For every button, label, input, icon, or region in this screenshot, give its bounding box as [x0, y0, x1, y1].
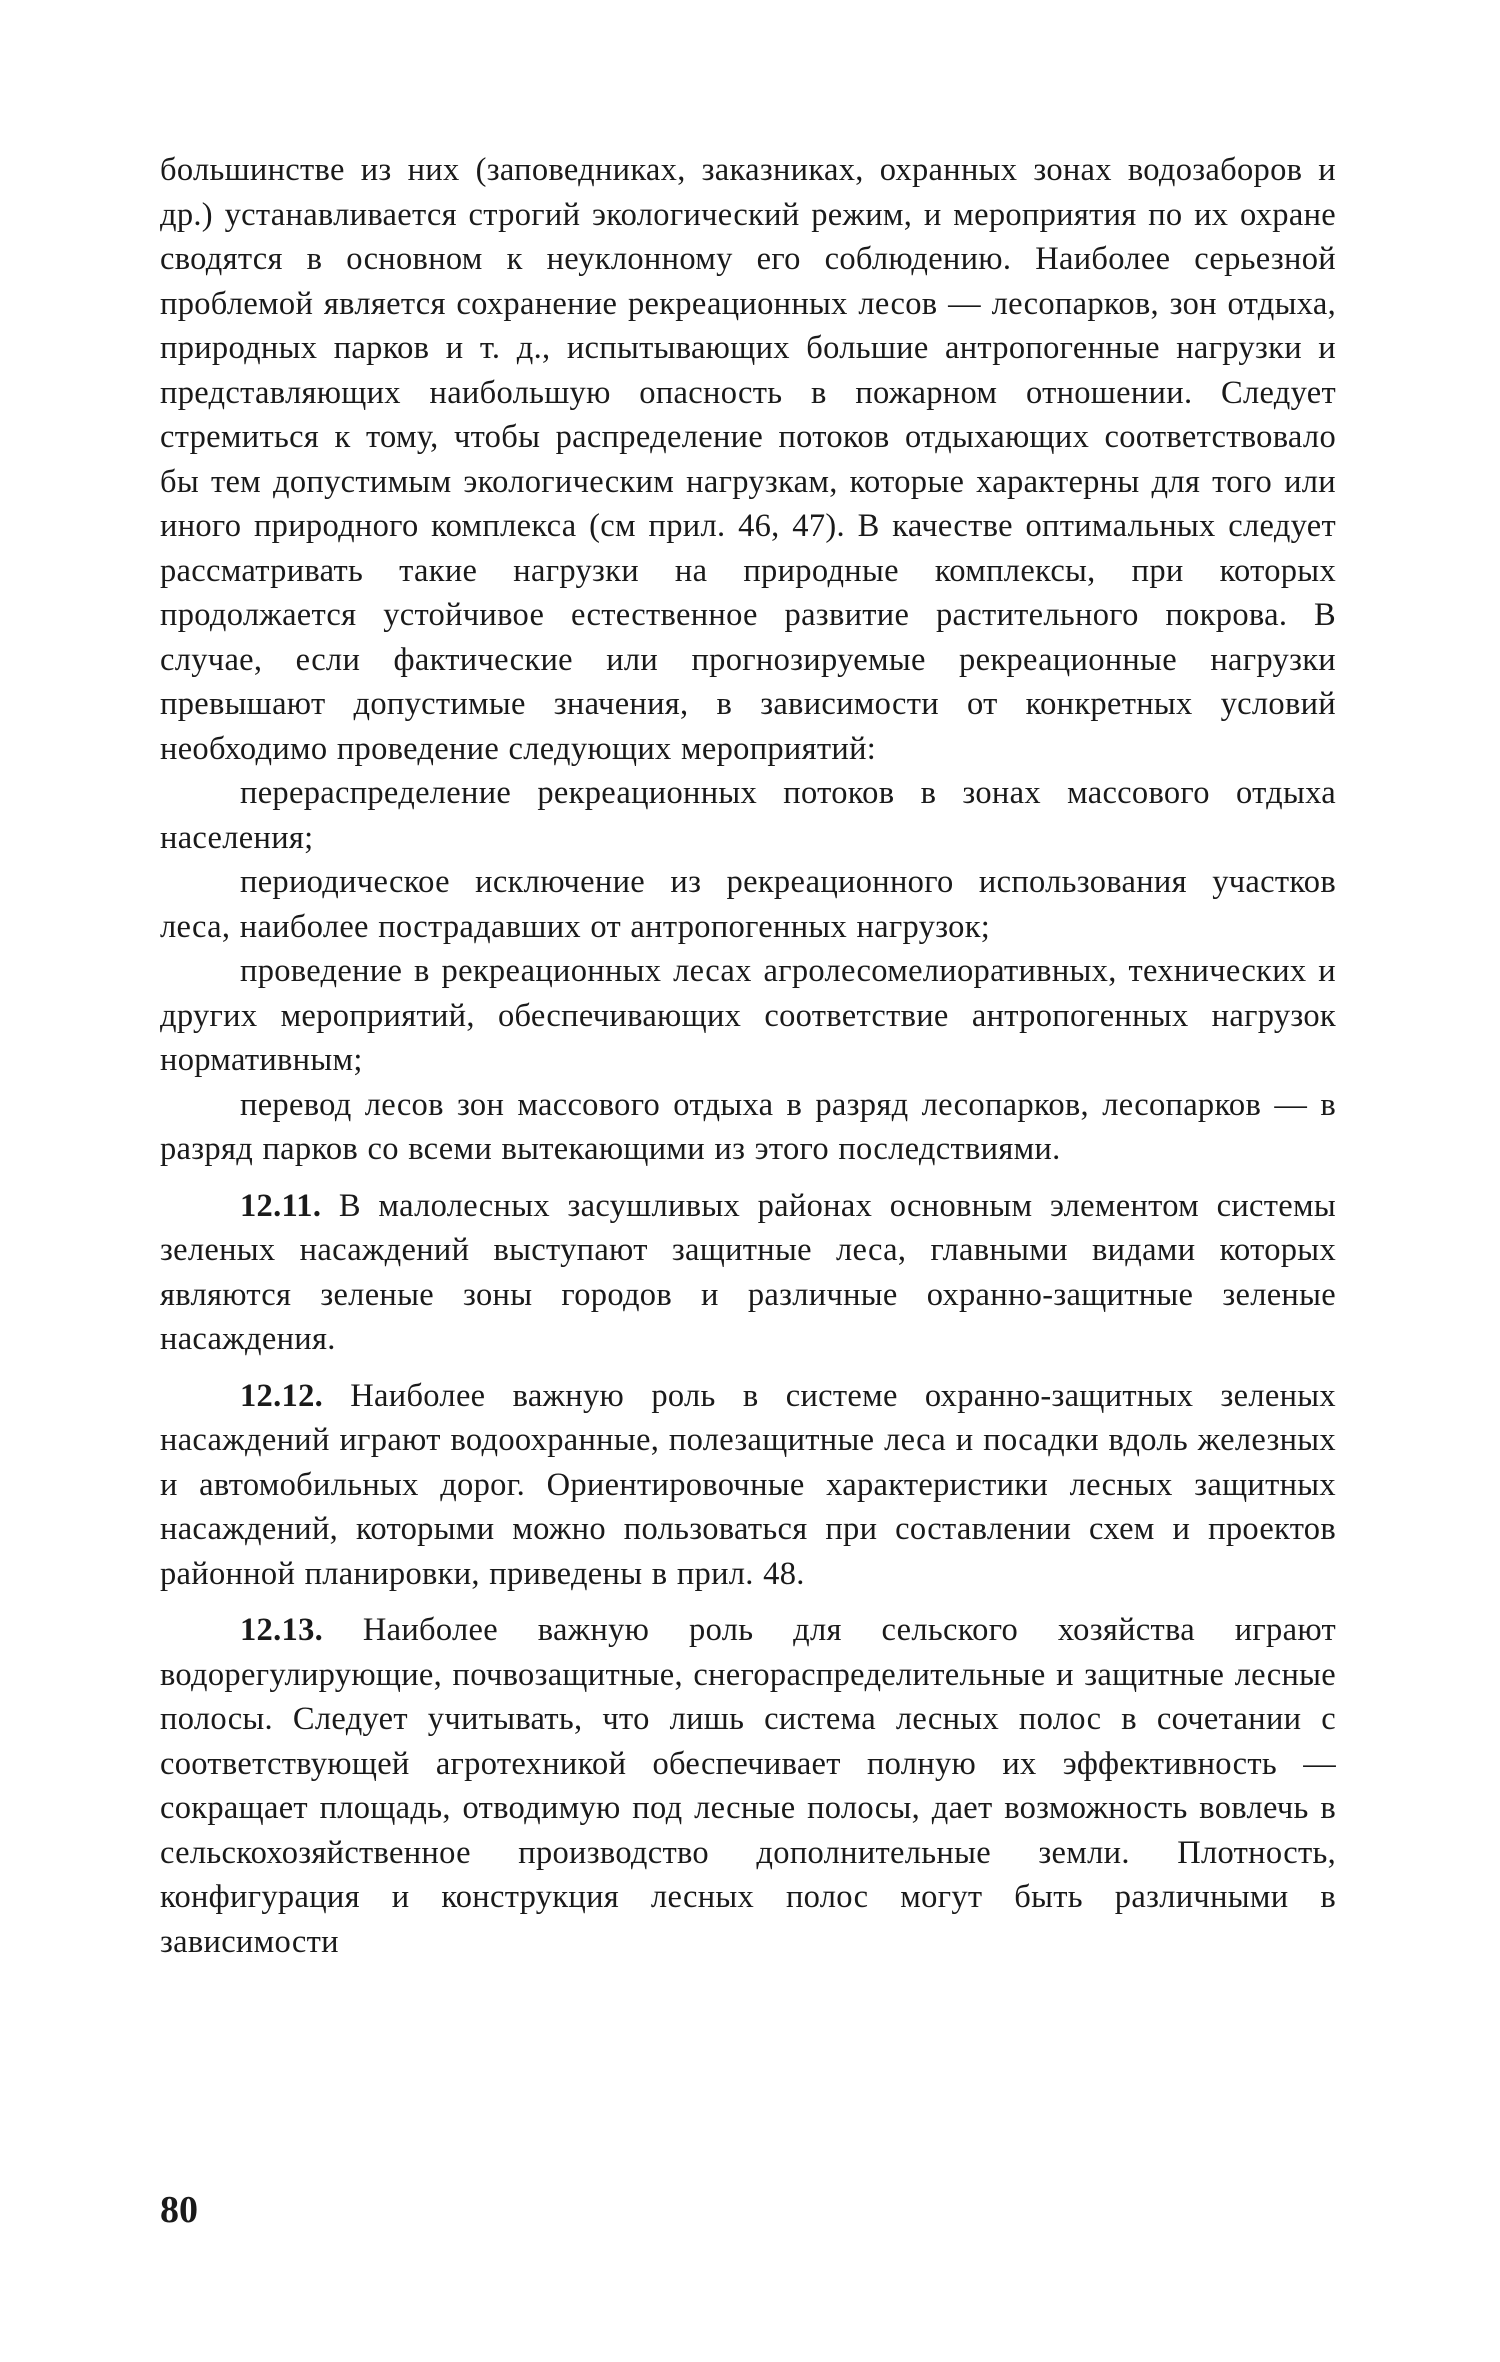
- section-12-13: [160, 1608, 1336, 1964]
- paragraph-continuation: большинстве из них (заповедниках, заказниках, охранных зонах водозаборов и др.) устанавливается строгий экологический режим, и мероприятия по их охране сводятся в основном к неуклонному его соблюдению. Наиболее серьезной проблемой является сохранение рекреационных лесов — лесопарков, зон отдыха, природных парков и т. д., испытывающих большие антропогенные нагрузки и представляющих наибольшую опасность в пожарном отношении. Следует стремиться к тому, чтобы распределение потоков отдыхающих соответствовало бы тем допустимым экологическим нагрузкам, которые характерны для того или иного природного комплекса (см прил. 46, 47). В качестве оптимальных следует рассматривать такие нагрузки на природные комплексы, при которых продолжается устойчивое естественное развитие растительного покрова. В случае, если фактические или прогнозируемые рекреационные нагрузки превышают допустимые значения, в зависимости от конкретных условий необходимо проведение следующих мероприятий:: [160, 152, 1336, 767]
- section-12-12: [160, 1374, 1336, 1597]
- body-text: [160, 148, 1336, 1964]
- list-item-redistribution: перераспределение рекреационных потоков в зонах массового отдыха населения;: [160, 775, 1336, 856]
- section-12-11: [160, 1184, 1336, 1362]
- document-page: [160, 148, 1336, 2288]
- list-item-forest-conversion: перевод лесов зон массового отдыха в разряд лесопарков, лесопарков — в разряд парков со всеми вытекающими из этого последствиями.: [160, 1086, 1336, 1167]
- section-number: 12.13.: [240, 1612, 324, 1648]
- section-text: В малолесных засушливых районах основным элементом системы зеленых насаждений выступают защитные леса, главными видами которых являются зеленые зоны городов и различные охранно-защитные зеленые насаждения.: [160, 1187, 1336, 1357]
- list-item-periodic-exclusion: периодическое исключение из рекреационного использования участков леса, наиболее пострадавших от антропогенных нагрузок;: [160, 864, 1336, 945]
- section-text: Наиболее важную роль для сельского хозяйства играют водорегулирующие, почвозащитные, снегораспределительные и защитные лесные полосы. Следует учитывать, что лишь система лесных полос в сочетании с соответствующей агротехникой обеспечивает полную их эффективность — сокращает площадь, отводимую под лесные полосы, дает возможность вовлечь в сельскохозяйственное производство дополнительные земли. Плотность, конфигурация и конструкция лесных полос могут быть различными в зависимости: [160, 1612, 1336, 1960]
- page-number: 80: [160, 2189, 198, 2231]
- section-number: 12.11.: [240, 1187, 322, 1224]
- section-number: 12.12.: [240, 1377, 324, 1414]
- list-item-agroforestry-measures: проведение в рекреационных лесах агролесомелиоративных, технических и других мероприятий, обеспечивающих соответствие антропогенных нагрузок нормативным;: [160, 953, 1336, 1078]
- section-text: Наиболее важную роль в системе охранно-защитных зеленых насаждений играют водоохранные, полезащитные леса и посадки вдоль железных и автомобильных дорог. Ориентировочные характеристики лесных защитных насаждений, которыми можно пользоваться при составлении схем и проектов районной планировки, приведены в прил. 48.: [160, 1377, 1336, 1592]
